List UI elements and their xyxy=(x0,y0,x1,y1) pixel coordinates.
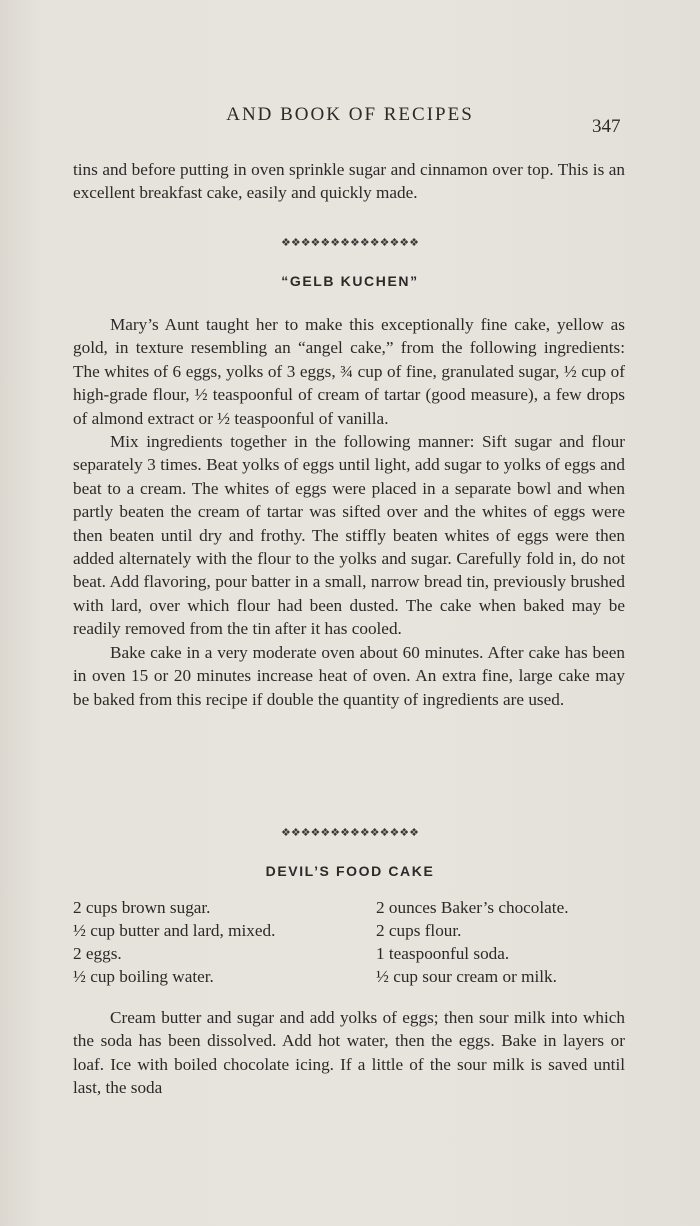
recipe-title-gelb-kuchen: “GELB KUCHEN” xyxy=(281,273,419,289)
ingredient-item: ½ cup sour cream or milk. xyxy=(376,967,557,986)
ingredient-item: 2 cups flour. xyxy=(376,921,462,940)
running-head: AND BOOK OF RECIPES xyxy=(226,104,474,125)
recipe-title-devils-food-cake: DEVIL’S FOOD CAKE xyxy=(265,863,435,879)
ingredient-item: 2 ounces Baker’s chocolate. xyxy=(376,898,569,917)
ingredient-column-left xyxy=(73,896,275,988)
gelb-kuchen-body xyxy=(73,313,625,711)
ingredient-item: 2 eggs. xyxy=(73,944,122,963)
ingredient-column-right xyxy=(376,896,569,988)
devils-food-instructions-text: Cream butter and sugar and add yolks of eggs; then sour milk into which the soda has been dissolved. Add hot water, then the eggs. Bake in layers or loaf. Ice with boiled chocolate icing. If a little of the sour milk is saved until last, the soda xyxy=(73,1008,625,1098)
ingredient-item: 2 cups brown sugar. xyxy=(73,898,211,917)
ingredient-item: ½ cup butter and lard, mixed. xyxy=(73,921,276,940)
page-number: 347 xyxy=(592,116,621,137)
gelb-kuchen-paragraph-2: Mix ingredients together in the following manner: Sift sugar and flour separately 3 times. Beat yolks of eggs until light, add sugar to yolks of eggs and beat to a cream. The whites of eggs were placed in a separate bowl and when partly beaten the cream of tartar was sifted over and the whites of eggs were then beaten until dry and frothy. The stiffly beaten whites of eggs were then added alternately with the flour to the yolks and sugar. Carefully fold in, do not beat. Add flavoring, pour batter in a small, narrow bread tin, previously brushed with lard, over which flour had been dusted. The cake when baked may be readily removed from the tin after it has cooled. xyxy=(73,432,625,639)
devils-food-instructions xyxy=(73,1006,625,1100)
ornament-divider-2: ❖❖❖❖❖❖❖❖❖❖❖❖❖❖ xyxy=(280,827,420,839)
ornament-divider-1: ❖❖❖❖❖❖❖❖❖❖❖❖❖❖ xyxy=(280,237,420,249)
continuation-text: tins and before putting in oven sprinkle sugar and cinnamon over top. This is an excellent breakfast cake, easily and quickly made. xyxy=(73,160,625,203)
ingredient-item: ½ cup boiling water. xyxy=(73,967,214,986)
continuation-paragraph xyxy=(73,158,625,205)
gelb-kuchen-paragraph-3: Bake cake in a very moderate oven about 60 minutes. After cake has been in oven 15 or 20 minutes increase heat of oven. An extra fine, large cake may be baked from this recipe if double the quantity of ingredients are used. xyxy=(73,642,625,709)
ingredient-item: 1 teaspoonful soda. xyxy=(376,944,510,963)
gelb-kuchen-paragraph-1: Mary’s Aunt taught her to make this exceptionally fine cake, yellow as gold, in texture resembling an “angel cake,” from the following ingredients: The whites of 6 eggs, yolks of 3 eggs, ¾ cup of fine, granulated sugar, ½ cup of high-grade flour, ½ teaspoonful of cream of tartar (good measure), a few drops of almond extract or ½ teaspoonful of vanilla. xyxy=(73,315,625,428)
